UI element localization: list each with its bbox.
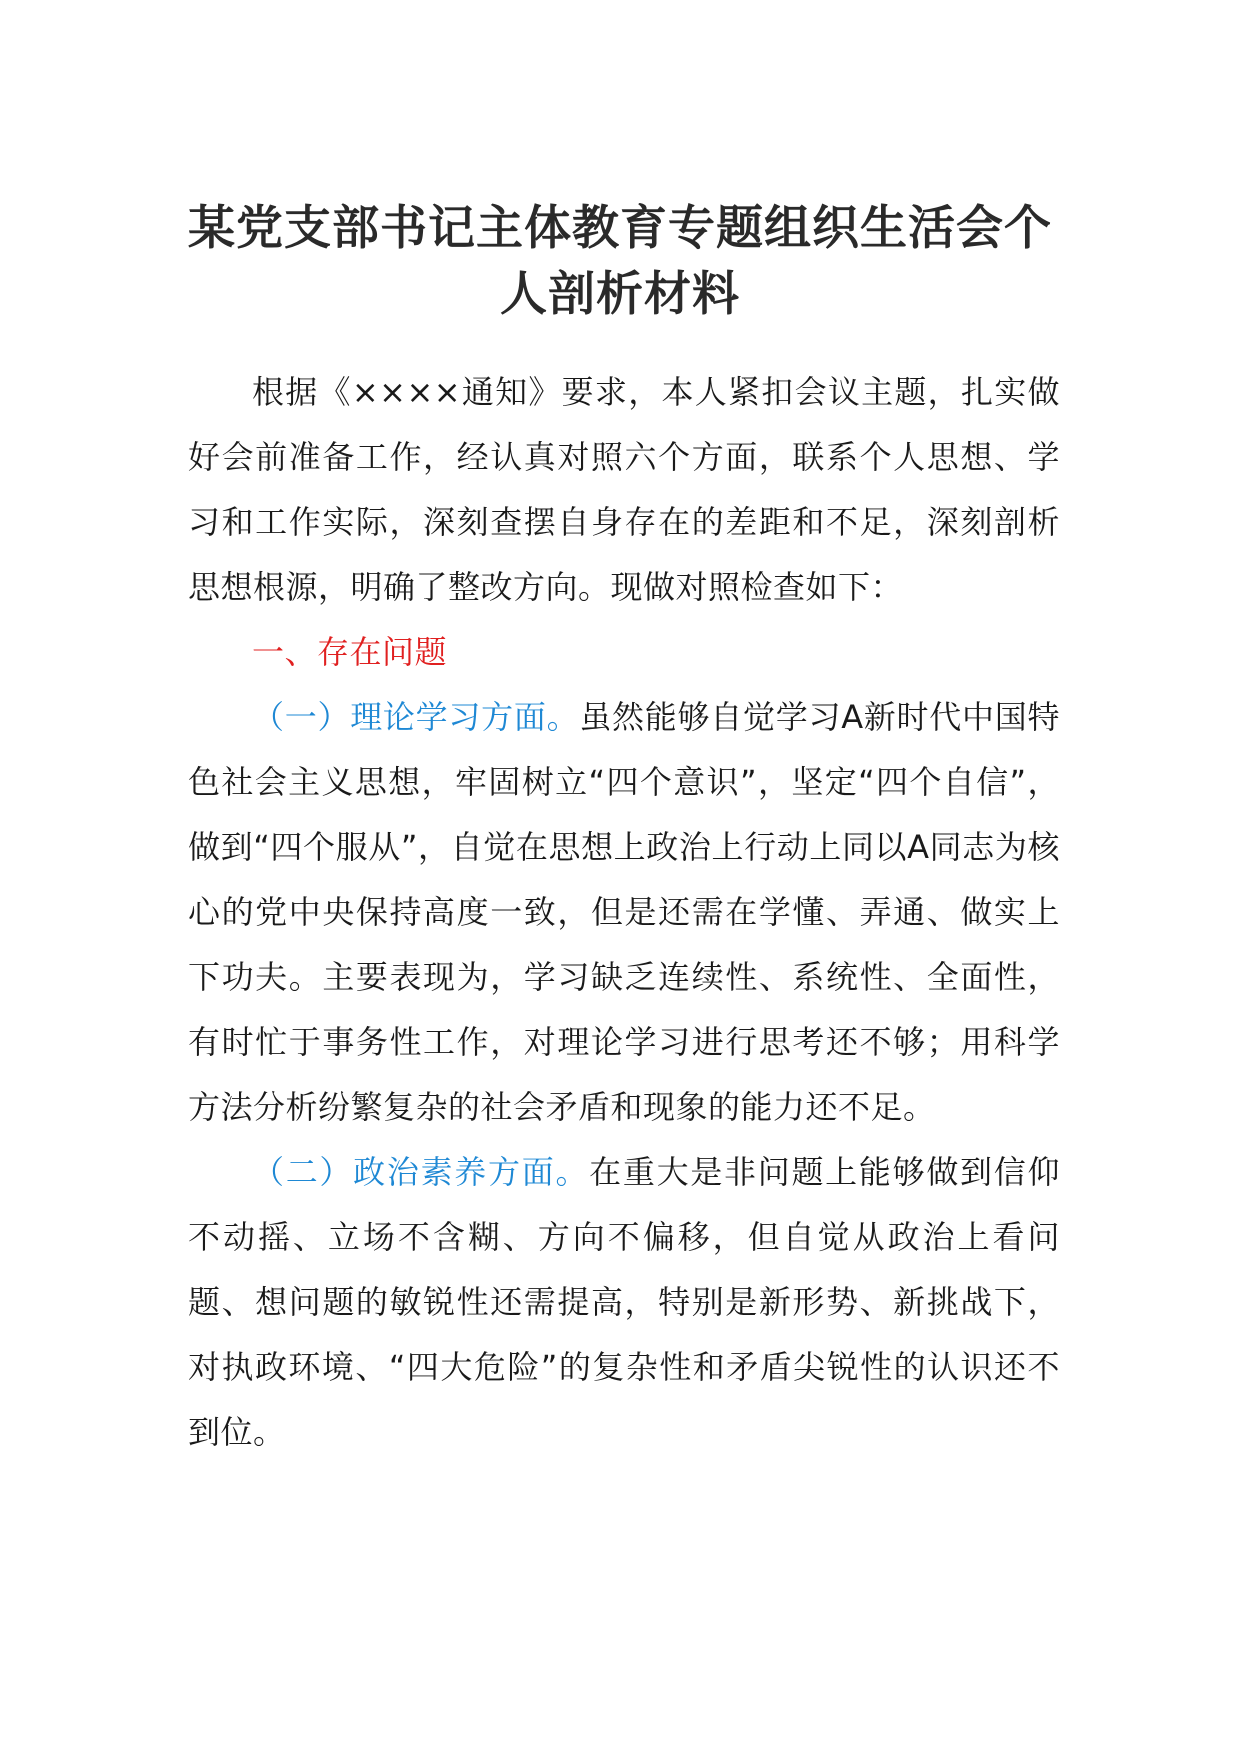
political-quality-text: 在重大是非问题上能够做到信仰不动摇、立场不含糊、方向不偏移，但自觉从政治上看问题、想问题的敏锐性还需提高，特别是新形势、新挑战下，对执政环境、“四大危险”的复杂性和矛盾尖锐性的认识还不到位。 bbox=[188, 1153, 1060, 1451]
theory-study-text: 虽然能够自觉学习A新时代中国特色社会主义思想，牢固树立“四个意识”，坚定“四个自信”，做到“四个服从”，自觉在思想上政治上行动上同以A同志为核心的党中央保持高度一致，但是还需在学懂、弄通、做实上下功夫。主要表现为，学习缺乏连续性、系统性、全面性，有时忙于事务性工作，对理论学习进行思考还不够；用科学方法分析纷繁复杂的社会矛盾和现象的能力还不足。 bbox=[188, 698, 1060, 1126]
theory-study-paragraph bbox=[188, 685, 1060, 1140]
political-quality-label: （二）政治素养方面。 bbox=[252, 1153, 590, 1191]
theory-study-label: （一）理论学习方面。 bbox=[252, 698, 580, 736]
section-heading-text: 一、存在问题 bbox=[252, 633, 448, 671]
intro-paragraph: 根据《××××通知》要求，本人紧扣会议主题，扎实做好会前准备工作，经认真对照六个方面，联系个人思想、学习和工作实际，深刻查摆自身存在的差距和不足，深刻剖析思想根源，明确了整改方向。现做对照检查如下： bbox=[188, 373, 1060, 606]
document-body bbox=[188, 360, 1060, 1465]
section-heading bbox=[188, 620, 1060, 685]
political-quality-paragraph bbox=[188, 1140, 1060, 1465]
document-title: 某党支部书记主体教育专题组织生活会个人剖析材料 bbox=[188, 201, 1052, 322]
